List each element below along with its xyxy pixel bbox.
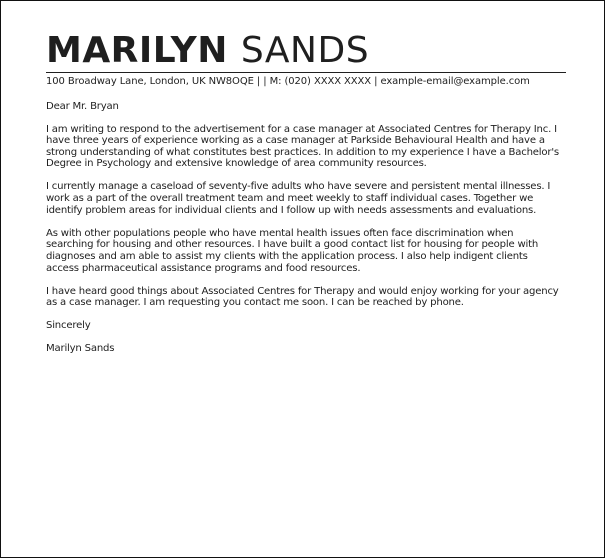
signature-name: Marilyn Sands <box>46 343 115 355</box>
letter-body <box>46 101 562 355</box>
cover-letter-page <box>46 29 566 367</box>
paragraph-closing-request: I have heard good things about Associated Centres for Therapy and would enjoy working for your agency as a case manager. I am requesting you contact me soon. I can be reached by phone. <box>46 285 559 309</box>
closing: Sincerely <box>46 320 91 332</box>
paragraph-caseload: I currently manage a caseload of seventy-five adults who have severe and persistent mental illnesses. I work as a part of the overall treatment team and meet weekly to staff individual cases. Together we identify problem areas for individual clients and I follow up with needs assessments and evaluations. <box>46 181 551 216</box>
paragraph-experience: I am writing to respond to the advertisement for a case manager at Associated Centres for Therapy Inc. I have three years of experience working as a case manager at Parkside Behavioural Health and have a strong understanding of what constitutes best practices. In addition to my experience I have a Bachelor's Degree in Psychology and extensive knowledge of area community resources. <box>46 123 559 170</box>
contact-line: 100 Broadway Lane, London, UK NW8OQE | | M: (020) XXXX XXXX | example-email@example.com <box>46 76 530 87</box>
salutation: Dear Mr. Bryan <box>46 101 119 112</box>
applicant-name <box>46 29 566 73</box>
applicant-first-name: MARILYN <box>46 30 228 71</box>
applicant-last-name: SANDS <box>240 30 370 71</box>
paragraph-housing: As with other populations people who have mental health issues often face discrimination when searching for housing and other resources. I have built a good contact list for housing for people with diagnoses and am able to assist my clients with the application process. I also help indigent clients access pharmaceutical assistance programs and food resources. <box>46 227 539 274</box>
